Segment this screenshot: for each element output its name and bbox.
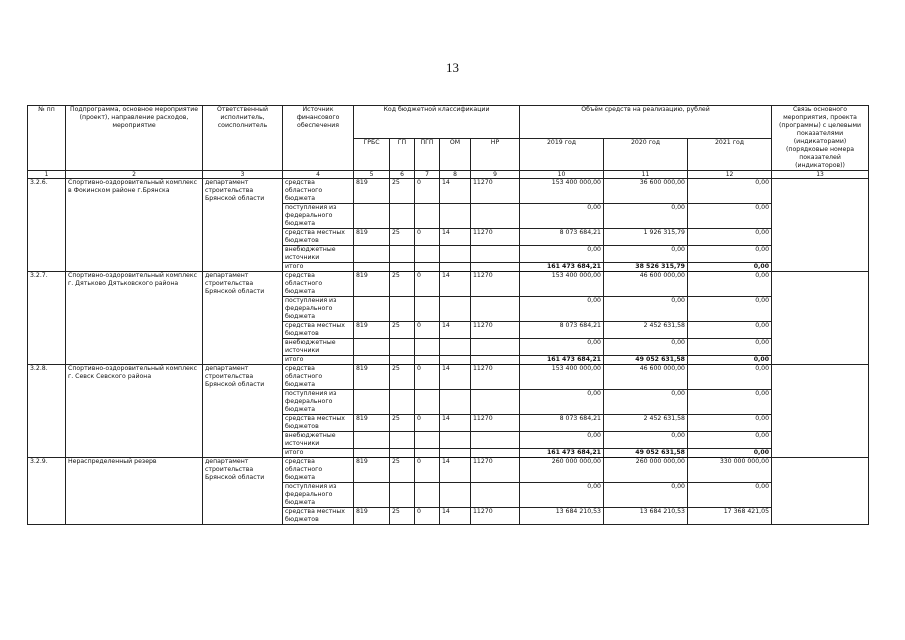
gp-cell: [390, 204, 415, 229]
section-3-2-6: [28, 179, 869, 272]
source-cell: поступления из федерального бюджета: [283, 483, 354, 508]
column-number: 1: [28, 171, 66, 179]
value-2021: 0,00: [688, 339, 772, 356]
column-number: 4: [283, 171, 354, 179]
value-2019: 260 000 000,00: [520, 458, 604, 483]
link-cell: [772, 179, 869, 272]
value-2021: 0,00: [688, 246, 772, 263]
column-number: 7: [415, 171, 440, 179]
om-cell: 14: [440, 458, 471, 483]
total-label: итого: [283, 263, 354, 272]
section-3-2-7: [28, 272, 869, 365]
value-2020: 36 600 000,00: [604, 179, 688, 204]
value-2019: 0,00: [520, 432, 604, 449]
source-cell: средства местных бюджетов: [283, 508, 354, 525]
section-number: 3.2.8.: [28, 365, 66, 458]
column-number: 8: [440, 171, 471, 179]
link-cell: [772, 458, 869, 525]
value-2020: 0,00: [604, 297, 688, 322]
nr-cell: [471, 339, 520, 356]
total-2021: 0,00: [688, 263, 772, 272]
total-2019: 161 473 684,21: [520, 356, 604, 365]
source-cell: поступления из федерального бюджета: [283, 390, 354, 415]
om-cell: [440, 483, 471, 508]
om-cell: 14: [440, 365, 471, 390]
header-nr: НР: [471, 138, 520, 171]
gp-cell: 25: [390, 272, 415, 297]
section-executor: департамент строительства Брянской области: [203, 179, 283, 272]
nr-cell: [471, 297, 520, 322]
gp-cell: [390, 483, 415, 508]
pgp-cell: 0: [415, 179, 440, 204]
nr-cell: 11270: [471, 229, 520, 246]
grbs-cell: [354, 246, 390, 263]
section-name: Спортивно-оздоровительный комплекс г. Дятьково Дятьковского района: [66, 272, 203, 365]
nr-cell: 11270: [471, 179, 520, 204]
section-3-2-9: [28, 458, 869, 525]
om-cell: 14: [440, 508, 471, 525]
gp-cell: 25: [390, 508, 415, 525]
gp-cell: [390, 390, 415, 415]
source-cell: средства областного бюджета: [283, 458, 354, 483]
section-name: Спортивно-оздоровительный комплекс г. Севск Севского района: [66, 365, 203, 458]
value-2019: 0,00: [520, 246, 604, 263]
value-2021: 0,00: [688, 322, 772, 339]
budget-table: [27, 105, 869, 525]
nr-cell: 11270: [471, 272, 520, 297]
value-2020: 0,00: [604, 390, 688, 415]
source-cell: внебюджетные источники: [283, 339, 354, 356]
om-cell: 14: [440, 322, 471, 339]
header-no: № пп: [28, 106, 66, 171]
grbs-cell: 819: [354, 272, 390, 297]
total-label: итого: [283, 356, 354, 365]
header-pgp: ПГП: [415, 138, 440, 171]
value-2019: 0,00: [520, 204, 604, 229]
om-cell: 14: [440, 272, 471, 297]
value-2019: 0,00: [520, 483, 604, 508]
header-om: ОМ: [440, 138, 471, 171]
om-cell: 14: [440, 415, 471, 432]
section-name: Нераспределенный резерв: [66, 458, 203, 525]
pgp-cell: [415, 390, 440, 415]
value-2021: 0,00: [688, 204, 772, 229]
om-cell: [440, 204, 471, 229]
pgp-cell: [415, 246, 440, 263]
section-3-2-8: [28, 365, 869, 458]
table-row: [28, 458, 869, 483]
header-2021: 2021 год: [688, 138, 772, 171]
source-cell: средства областного бюджета: [283, 365, 354, 390]
grbs-cell: [354, 432, 390, 449]
column-number: 10: [520, 171, 604, 179]
nr-cell: 11270: [471, 322, 520, 339]
header-executor: Ответственный исполнитель, соисполнитель: [203, 106, 283, 171]
gp-cell: 25: [390, 365, 415, 390]
header-source: Источник финансового обеспечения: [283, 106, 354, 171]
value-2021: 0,00: [688, 432, 772, 449]
header-program: Подпрограмма, основное мероприятие (проект), направление расходов, мероприятие: [66, 106, 203, 171]
grbs-cell: 819: [354, 365, 390, 390]
value-2020: 0,00: [604, 432, 688, 449]
om-cell: [440, 246, 471, 263]
source-cell: средства местных бюджетов: [283, 322, 354, 339]
om-cell: [440, 339, 471, 356]
grbs-cell: [354, 204, 390, 229]
pgp-cell: 0: [415, 272, 440, 297]
source-cell: средства местных бюджетов: [283, 415, 354, 432]
total-2020: 38 526 315,79: [604, 263, 688, 272]
grbs-cell: 819: [354, 179, 390, 204]
header-2020: 2020 год: [604, 138, 688, 171]
pgp-cell: 0: [415, 322, 440, 339]
grbs-cell: [354, 390, 390, 415]
section-executor: департамент строительства Брянской области: [203, 272, 283, 365]
total-2020: 49 052 631,58: [604, 449, 688, 458]
value-2019: 8 073 684,21: [520, 229, 604, 246]
value-2020: 2 452 631,58: [604, 415, 688, 432]
pgp-cell: 0: [415, 365, 440, 390]
pgp-cell: 0: [415, 229, 440, 246]
value-2020: 0,00: [604, 339, 688, 356]
total-2019: 161 473 684,21: [520, 263, 604, 272]
table-row: [28, 179, 869, 204]
column-number: 6: [390, 171, 415, 179]
grbs-cell: 819: [354, 229, 390, 246]
value-2019: 153 400 000,00: [520, 272, 604, 297]
link-cell: [772, 272, 869, 365]
om-cell: [440, 390, 471, 415]
value-2020: 46 600 000,00: [604, 365, 688, 390]
grbs-cell: [354, 483, 390, 508]
value-2021: 0,00: [688, 297, 772, 322]
header-gp: ГП: [390, 138, 415, 171]
source-cell: средства областного бюджета: [283, 179, 354, 204]
gp-cell: [390, 339, 415, 356]
nr-cell: 11270: [471, 415, 520, 432]
value-2020: 0,00: [604, 204, 688, 229]
gp-cell: 25: [390, 179, 415, 204]
value-2021: 17 368 421,05: [688, 508, 772, 525]
total-2020: 49 052 631,58: [604, 356, 688, 365]
grbs-cell: 819: [354, 458, 390, 483]
om-cell: [440, 432, 471, 449]
pgp-cell: [415, 339, 440, 356]
value-2021: 0,00: [688, 365, 772, 390]
pgp-cell: 0: [415, 458, 440, 483]
grbs-cell: 819: [354, 415, 390, 432]
grbs-cell: 819: [354, 508, 390, 525]
header-volume-group: Объём средств на реализацию, рублей: [520, 106, 772, 139]
pgp-cell: [415, 297, 440, 322]
section-executor: департамент строительства Брянской области: [203, 458, 283, 525]
nr-cell: [471, 483, 520, 508]
pgp-cell: 0: [415, 415, 440, 432]
nr-cell: [471, 246, 520, 263]
nr-cell: [471, 204, 520, 229]
value-2019: 0,00: [520, 339, 604, 356]
gp-cell: 25: [390, 415, 415, 432]
link-cell: [772, 365, 869, 458]
column-number: 9: [471, 171, 520, 179]
column-number: 3: [203, 171, 283, 179]
om-cell: [440, 297, 471, 322]
value-2019: 153 400 000,00: [520, 179, 604, 204]
value-2020: 2 452 631,58: [604, 322, 688, 339]
total-2019: 161 473 684,21: [520, 449, 604, 458]
grbs-cell: 819: [354, 322, 390, 339]
source-cell: средства местных бюджетов: [283, 229, 354, 246]
value-2020: 1 926 315,79: [604, 229, 688, 246]
nr-cell: 11270: [471, 508, 520, 525]
table-row: [28, 272, 869, 297]
grbs-cell: [354, 297, 390, 322]
value-2020: 0,00: [604, 246, 688, 263]
total-label: итого: [283, 449, 354, 458]
header-bk-group: Код бюджетной классификации: [354, 106, 520, 139]
gp-cell: 25: [390, 322, 415, 339]
value-2019: 13 684 210,53: [520, 508, 604, 525]
header-link: Связь основного мероприятия, проекта (программы) с целевыми показателями (индикаторами) (порядковые номера показателей (индикаторов)): [772, 106, 869, 171]
table-row: [28, 365, 869, 390]
pgp-cell: 0: [415, 508, 440, 525]
source-cell: внебюджетные источники: [283, 432, 354, 449]
value-2020: 46 600 000,00: [604, 272, 688, 297]
gp-cell: [390, 246, 415, 263]
section-number: 3.2.6.: [28, 179, 66, 272]
value-2019: 0,00: [520, 390, 604, 415]
gp-cell: [390, 432, 415, 449]
value-2020: 260 000 000,00: [604, 458, 688, 483]
nr-cell: [471, 432, 520, 449]
source-cell: поступления из федерального бюджета: [283, 297, 354, 322]
total-2021: 0,00: [688, 356, 772, 365]
section-number: 3.2.9.: [28, 458, 66, 525]
column-number-row: [28, 171, 869, 179]
value-2019: 0,00: [520, 297, 604, 322]
value-2020: 0,00: [604, 483, 688, 508]
value-2021: 0,00: [688, 179, 772, 204]
pgp-cell: [415, 432, 440, 449]
value-2019: 8 073 684,21: [520, 415, 604, 432]
page-number: 13: [446, 60, 459, 75]
nr-cell: 11270: [471, 365, 520, 390]
gp-cell: [390, 297, 415, 322]
section-number: 3.2.7.: [28, 272, 66, 365]
column-number: 13: [772, 171, 869, 179]
value-2021: 0,00: [688, 390, 772, 415]
nr-cell: [471, 390, 520, 415]
column-number: 11: [604, 171, 688, 179]
section-name: Спортивно-оздоровительный комплекс в Фокинском районе г.Брянска: [66, 179, 203, 272]
value-2021: 0,00: [688, 272, 772, 297]
value-2019: 153 400 000,00: [520, 365, 604, 390]
source-cell: средства областного бюджета: [283, 272, 354, 297]
om-cell: 14: [440, 179, 471, 204]
pgp-cell: [415, 204, 440, 229]
header-grbs: ГРБС: [354, 138, 390, 171]
grbs-cell: [354, 339, 390, 356]
om-cell: 14: [440, 229, 471, 246]
gp-cell: 25: [390, 458, 415, 483]
header-2019: 2019 год: [520, 138, 604, 171]
value-2021: 0,00: [688, 229, 772, 246]
column-number: 2: [66, 171, 203, 179]
gp-cell: 25: [390, 229, 415, 246]
value-2021: 0,00: [688, 483, 772, 508]
source-cell: поступления из федерального бюджета: [283, 204, 354, 229]
section-executor: департамент строительства Брянской области: [203, 365, 283, 458]
value-2019: 8 073 684,21: [520, 322, 604, 339]
column-number: 12: [688, 171, 772, 179]
pgp-cell: [415, 483, 440, 508]
value-2021: 0,00: [688, 415, 772, 432]
nr-cell: 11270: [471, 458, 520, 483]
total-2021: 0,00: [688, 449, 772, 458]
value-2020: 13 684 210,53: [604, 508, 688, 525]
value-2021: 330 000 000,00: [688, 458, 772, 483]
column-number: 5: [354, 171, 390, 179]
source-cell: внебюджетные источники: [283, 246, 354, 263]
